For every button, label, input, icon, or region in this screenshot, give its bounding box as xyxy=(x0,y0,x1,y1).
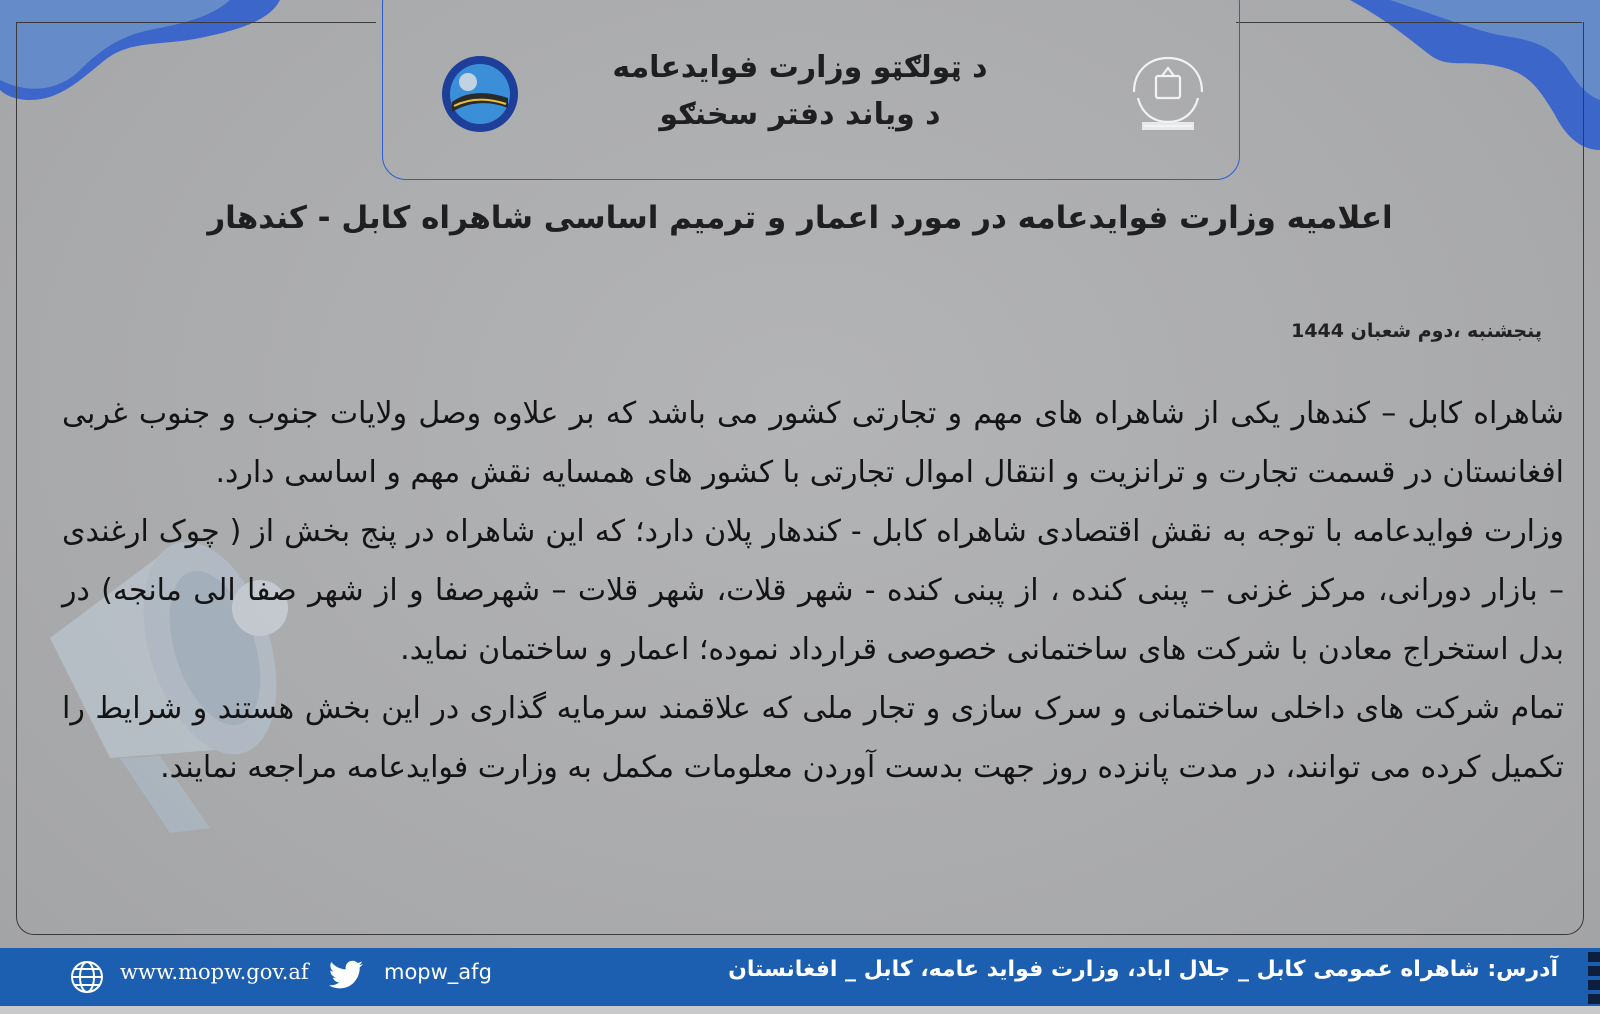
paragraph-3: تمام شرکت های داخلی ساختمانی و سرک سازی و تجار ملی که علاقمند سرمایه گذاری در این بخش هستند و شرایط را تکمیل کرده می توانند، در مدت پانزده روز جهت بدست آوردن معلومات مکمل به وزارت فوایدعامه مراجعه نمایند. xyxy=(62,691,1564,785)
footer-stripes-decoration xyxy=(1584,948,1600,1006)
notice-body xyxy=(62,384,1564,797)
twitter-icon xyxy=(328,960,364,992)
notice-title: اعلامیه وزارت فوایدعامه در مورد اعمار و ترمیم اساسی شاهراه کابل - کندهار xyxy=(207,200,1393,236)
frame-top-right-edge xyxy=(1236,22,1582,23)
globe-icon xyxy=(70,960,104,994)
footer-bottom-strip xyxy=(0,1006,1600,1014)
footer-twitter-handle[interactable]: mopw_afg xyxy=(384,960,492,984)
emblem-icon xyxy=(1124,52,1212,136)
header-title-line1: د ټولګټو وزارت فوایدعامه xyxy=(612,50,988,85)
footer-website-link[interactable]: www.mopw.gov.af xyxy=(120,960,309,984)
footer-address: آدرس: شاهراه عمومی کابل _ جلال اباد، وزارت فواید عامه، کابل _ افغانستان xyxy=(728,957,1558,982)
header-title-line2: د ویاند دفتر سخنګو xyxy=(659,97,941,132)
ministry-logo-icon xyxy=(440,54,520,134)
paragraph-2: وزارت فوایدعامه با توجه به نقش اقتصادی شاهراه کابل - کندهار پلان دارد؛ که این شاهراه در پنج بخش از ( چوک ارغندی – بازار دورانی، مرکز غزنی – پبنی کنده ، از پبنی کنده - شهر قلات، شهر قلات – شهرصفا و از شهر صفا الی مانجه) در بدل استخراج معادن با شرکت های ساختمانی خصوصی قرارداد نموده؛ اعمار و ساختمان نماید. xyxy=(62,514,1564,667)
frame-top-left-edge xyxy=(16,22,376,23)
paragraph-1: شاهراه کابل – کندهار یکی از شاهراه های مهم و تجارتی کشور می باشد که بر علاوه وصل ولایات جنوب و جنوب غربی افغانستان در قسمت تجارت و ترانزیت و انتقال اموال تجارتی با کشور های همسایه نقش مهم و اساسی دارد. xyxy=(62,396,1564,490)
notice-date: پنجشنبه ،دوم شعبان 1444 xyxy=(1291,320,1542,342)
